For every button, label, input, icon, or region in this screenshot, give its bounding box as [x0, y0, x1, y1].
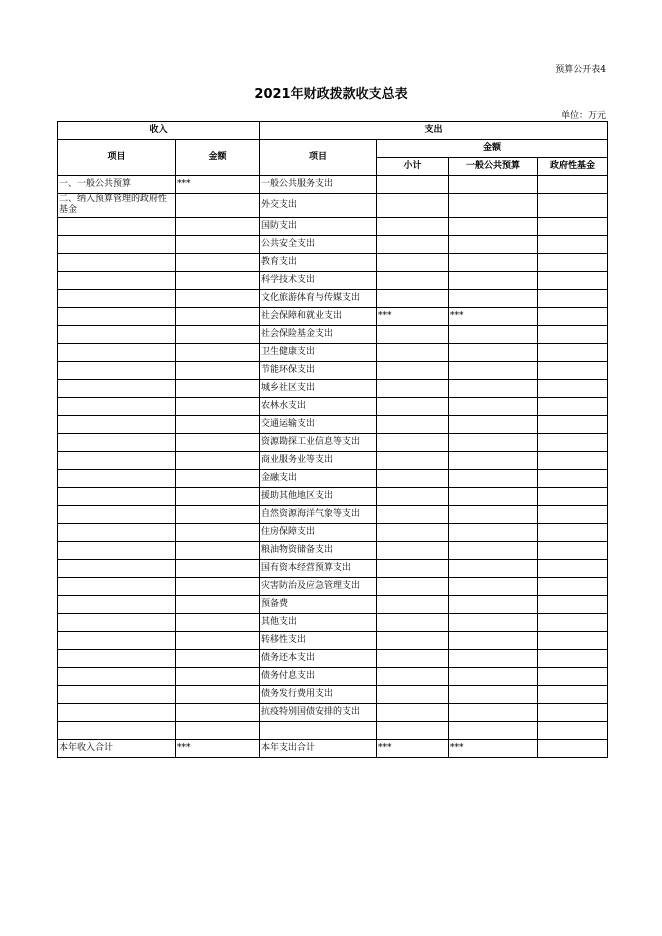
table-row: [58, 380, 608, 398]
gov-fund-cell: [538, 290, 608, 308]
subtotal-cell: [377, 578, 449, 596]
general-budget-cell: [449, 650, 538, 668]
general-budget-cell: [449, 722, 538, 740]
subtotal-cell: [377, 524, 449, 542]
expense-item-cell: 节能环保支出: [260, 362, 377, 380]
general-budget-cell: [449, 398, 538, 416]
income-amount-cell: [176, 308, 260, 326]
income-item-cell: [58, 416, 176, 434]
expense-item-cell: 自然资源海洋气象等支出: [260, 506, 377, 524]
general-budget-cell: [449, 326, 538, 344]
subtotal-cell: ***: [377, 740, 449, 758]
subtotal-cell: [377, 686, 449, 704]
income-item-cell: [58, 236, 176, 254]
income-item-cell: 二、纳入预算管理的政府性基金: [58, 194, 176, 218]
gov-fund-cell: [538, 668, 608, 686]
expense-item-cell: 城乡社区支出: [260, 380, 377, 398]
table-row: [58, 344, 608, 362]
gov-fund-cell: [538, 578, 608, 596]
gov-fund-cell: [538, 524, 608, 542]
expense-header: 支出: [260, 122, 608, 140]
income-item-cell: [58, 668, 176, 686]
gov-fund-cell: [538, 272, 608, 290]
general-budget-cell: [449, 704, 538, 722]
table-row: [58, 272, 608, 290]
income-item-cell: [58, 452, 176, 470]
income-amount-cell: [176, 398, 260, 416]
gov-fund-cell: [538, 236, 608, 254]
general-budget-cell: [449, 254, 538, 272]
table-row: [58, 614, 608, 632]
gov-fund-cell: [538, 398, 608, 416]
general-budget-cell: [449, 272, 538, 290]
gov-fund-cell: [538, 254, 608, 272]
income-item-cell: [58, 614, 176, 632]
income-item-cell: [58, 596, 176, 614]
expense-item-cell: 债务发行费用支出: [260, 686, 377, 704]
gov-fund-cell: [538, 176, 608, 194]
subtotal-cell: [377, 542, 449, 560]
general-budget-cell: [449, 632, 538, 650]
subtotal-cell: [377, 416, 449, 434]
general-budget-header: 一般公共预算: [449, 158, 538, 176]
table-row: [58, 650, 608, 668]
general-budget-cell: [449, 176, 538, 194]
table-row: [58, 194, 608, 218]
general-budget-cell: [449, 524, 538, 542]
gov-fund-cell: [538, 686, 608, 704]
gov-fund-cell: [538, 722, 608, 740]
general-budget-cell: [449, 542, 538, 560]
income-amount-cell: [176, 272, 260, 290]
income-amount-cell: [176, 452, 260, 470]
table-row: [58, 488, 608, 506]
gov-fund-cell: [538, 740, 608, 758]
general-budget-cell: ***: [449, 740, 538, 758]
subtotal-cell: ***: [377, 308, 449, 326]
table-row: [58, 722, 608, 740]
expense-item-cell: 粮油物资储备支出: [260, 542, 377, 560]
income-item-cell: [58, 326, 176, 344]
income-amount-cell: [176, 236, 260, 254]
expense-item-cell: 其他支出: [260, 614, 377, 632]
income-amount-cell: [176, 614, 260, 632]
income-amount-cell: ***: [176, 740, 260, 758]
table-row: [58, 236, 608, 254]
gov-fund-cell: [538, 308, 608, 326]
table-row: [58, 506, 608, 524]
table-number-label: 预算公开表4: [555, 65, 606, 75]
income-amount-cell: [176, 506, 260, 524]
income-item-header: 项目: [58, 140, 176, 176]
expense-item-header: 项目: [260, 140, 377, 176]
income-amount-cell: [176, 632, 260, 650]
subtotal-cell: [377, 668, 449, 686]
table-row: [58, 632, 608, 650]
income-amount-cell: [176, 416, 260, 434]
gov-fund-cell: [538, 650, 608, 668]
unit-label: 单位：万元: [560, 111, 606, 121]
gov-fund-cell: [538, 614, 608, 632]
income-item-cell: [58, 290, 176, 308]
subtotal-cell: [377, 614, 449, 632]
expense-item-cell: 援助其他地区支出: [260, 488, 377, 506]
subtotal-cell: [377, 650, 449, 668]
gov-fund-cell: [538, 560, 608, 578]
general-budget-cell: [449, 470, 538, 488]
subtotal-cell: [377, 176, 449, 194]
income-amount-cell: [176, 470, 260, 488]
income-amount-cell: [176, 254, 260, 272]
income-amount-cell: ***: [176, 176, 260, 194]
page-title: 2021年财政拨款收支总表: [254, 87, 408, 102]
gov-fund-cell: [538, 380, 608, 398]
income-item-cell: 本年收入合计: [58, 740, 176, 758]
expense-item-cell: 商业服务业等支出: [260, 452, 377, 470]
general-budget-cell: [449, 236, 538, 254]
subtotal-cell: [377, 326, 449, 344]
general-budget-cell: [449, 560, 538, 578]
income-item-cell: [58, 632, 176, 650]
gov-fund-cell: [538, 218, 608, 236]
gov-fund-cell: [538, 542, 608, 560]
income-item-cell: [58, 362, 176, 380]
gov-fund-cell: [538, 344, 608, 362]
income-item-cell: [58, 650, 176, 668]
income-amount-cell: [176, 434, 260, 452]
expense-item-cell: 公共安全支出: [260, 236, 377, 254]
table-row: [58, 452, 608, 470]
table-row: [58, 740, 608, 758]
income-item-cell: [58, 524, 176, 542]
expense-item-cell: 转移性支出: [260, 632, 377, 650]
subtotal-cell: [377, 290, 449, 308]
table-row: [58, 560, 608, 578]
income-amount-cell: [176, 380, 260, 398]
subtotal-cell: [377, 506, 449, 524]
subtotal-cell: [377, 218, 449, 236]
expense-item-cell: 外交支出: [260, 194, 377, 218]
gov-fund-cell: [538, 470, 608, 488]
income-amount-cell: [176, 326, 260, 344]
general-budget-cell: [449, 380, 538, 398]
expense-item-cell: 本年支出合计: [260, 740, 377, 758]
expense-amount-header: 金额: [377, 140, 608, 158]
income-item-cell: [58, 380, 176, 398]
table-row: [58, 578, 608, 596]
income-item-cell: [58, 704, 176, 722]
gov-fund-cell: [538, 362, 608, 380]
subtotal-cell: [377, 452, 449, 470]
gov-fund-cell: [538, 506, 608, 524]
general-budget-cell: [449, 218, 538, 236]
gov-fund-cell: [538, 326, 608, 344]
expense-item-cell: 一般公共服务支出: [260, 176, 377, 194]
expense-item-cell: 债务还本支出: [260, 650, 377, 668]
general-budget-cell: [449, 194, 538, 218]
gov-fund-cell: [538, 434, 608, 452]
income-amount-cell: [176, 344, 260, 362]
expense-item-cell: 卫生健康支出: [260, 344, 377, 362]
gov-fund-header: 政府性基金: [538, 158, 608, 176]
income-item-cell: [58, 254, 176, 272]
general-budget-cell: [449, 362, 538, 380]
income-item-cell: [58, 722, 176, 740]
income-amount-cell: [176, 524, 260, 542]
expense-item-cell: 国有资本经营预算支出: [260, 560, 377, 578]
income-item-cell: [58, 344, 176, 362]
income-header: 收入: [58, 122, 260, 140]
general-budget-cell: [449, 596, 538, 614]
income-amount-cell: [176, 668, 260, 686]
subtotal-cell: [377, 272, 449, 290]
gov-fund-cell: [538, 488, 608, 506]
income-item-cell: [58, 578, 176, 596]
income-amount-cell: [176, 596, 260, 614]
income-amount-cell: [176, 362, 260, 380]
expense-item-cell: 国防支出: [260, 218, 377, 236]
table-row: [58, 308, 608, 326]
income-item-cell: [58, 218, 176, 236]
expense-item-cell: 交通运输支出: [260, 416, 377, 434]
subtotal-cell: [377, 194, 449, 218]
expense-item-cell: 社会保障和就业支出: [260, 308, 377, 326]
expense-item-cell: [260, 722, 377, 740]
table-row: [58, 596, 608, 614]
subtotal-cell: [377, 704, 449, 722]
table-row: [58, 290, 608, 308]
table-row: [58, 470, 608, 488]
income-amount-cell: [176, 542, 260, 560]
income-amount-cell: [176, 488, 260, 506]
subtotal-cell: [377, 362, 449, 380]
subtotal-cell: [377, 254, 449, 272]
subtotal-cell: [377, 236, 449, 254]
subtotal-header: 小计: [377, 158, 449, 176]
gov-fund-cell: [538, 704, 608, 722]
subtotal-cell: [377, 596, 449, 614]
expense-item-cell: 抗疫特别国债安排的支出: [260, 704, 377, 722]
general-budget-cell: [449, 434, 538, 452]
income-amount-cell: [176, 722, 260, 740]
expense-item-cell: 债务付息支出: [260, 668, 377, 686]
income-item-cell: [58, 470, 176, 488]
income-item-cell: 一、一般公共预算: [58, 176, 176, 194]
table-row: [58, 398, 608, 416]
budget-summary-table: [57, 121, 608, 758]
general-budget-cell: [449, 488, 538, 506]
income-item-cell: [58, 542, 176, 560]
income-item-cell: [58, 434, 176, 452]
general-budget-cell: [449, 290, 538, 308]
general-budget-cell: [449, 344, 538, 362]
general-budget-cell: ***: [449, 308, 538, 326]
general-budget-cell: [449, 452, 538, 470]
subtotal-cell: [377, 632, 449, 650]
subtotal-cell: [377, 470, 449, 488]
gov-fund-cell: [538, 596, 608, 614]
gov-fund-cell: [538, 632, 608, 650]
expense-item-cell: 文化旅游体育与传媒支出: [260, 290, 377, 308]
income-amount-cell: [176, 194, 260, 218]
expense-item-cell: 资源勘探工业信息等支出: [260, 434, 377, 452]
table-row: [58, 362, 608, 380]
income-item-cell: [58, 506, 176, 524]
general-budget-cell: [449, 506, 538, 524]
expense-item-cell: 社会保险基金支出: [260, 326, 377, 344]
table-row: [58, 176, 608, 194]
subtotal-cell: [377, 560, 449, 578]
income-amount-cell: [176, 578, 260, 596]
table-row: [58, 668, 608, 686]
table-row: [58, 416, 608, 434]
subtotal-cell: [377, 722, 449, 740]
subtotal-cell: [377, 344, 449, 362]
gov-fund-cell: [538, 416, 608, 434]
table-row: [58, 704, 608, 722]
table-row: [58, 326, 608, 344]
subtotal-cell: [377, 398, 449, 416]
income-amount-header: 金额: [176, 140, 260, 176]
expense-item-cell: 农林水支出: [260, 398, 377, 416]
income-item-cell: [58, 488, 176, 506]
table-row: [58, 434, 608, 452]
general-budget-cell: [449, 668, 538, 686]
gov-fund-cell: [538, 452, 608, 470]
expense-item-cell: 教育支出: [260, 254, 377, 272]
subtotal-cell: [377, 434, 449, 452]
table-row: [58, 218, 608, 236]
table-row: [58, 524, 608, 542]
gov-fund-cell: [538, 194, 608, 218]
table-row: [58, 542, 608, 560]
expense-item-cell: 灾害防治及应急管理支出: [260, 578, 377, 596]
subtotal-cell: [377, 380, 449, 398]
income-amount-cell: [176, 686, 260, 704]
expense-item-cell: 预备费: [260, 596, 377, 614]
general-budget-cell: [449, 686, 538, 704]
income-item-cell: [58, 308, 176, 326]
income-item-cell: [58, 272, 176, 290]
general-budget-cell: [449, 578, 538, 596]
income-amount-cell: [176, 650, 260, 668]
expense-item-cell: 住房保障支出: [260, 524, 377, 542]
table-row: [58, 254, 608, 272]
subtotal-cell: [377, 488, 449, 506]
expense-item-cell: 金融支出: [260, 470, 377, 488]
income-amount-cell: [176, 560, 260, 578]
general-budget-cell: [449, 614, 538, 632]
table-row: [58, 686, 608, 704]
expense-item-cell: 科学技术支出: [260, 272, 377, 290]
income-amount-cell: [176, 290, 260, 308]
income-amount-cell: [176, 704, 260, 722]
general-budget-cell: [449, 416, 538, 434]
income-amount-cell: [176, 218, 260, 236]
table-body: [58, 176, 608, 758]
income-item-cell: [58, 398, 176, 416]
income-item-cell: [58, 686, 176, 704]
income-item-cell: [58, 560, 176, 578]
